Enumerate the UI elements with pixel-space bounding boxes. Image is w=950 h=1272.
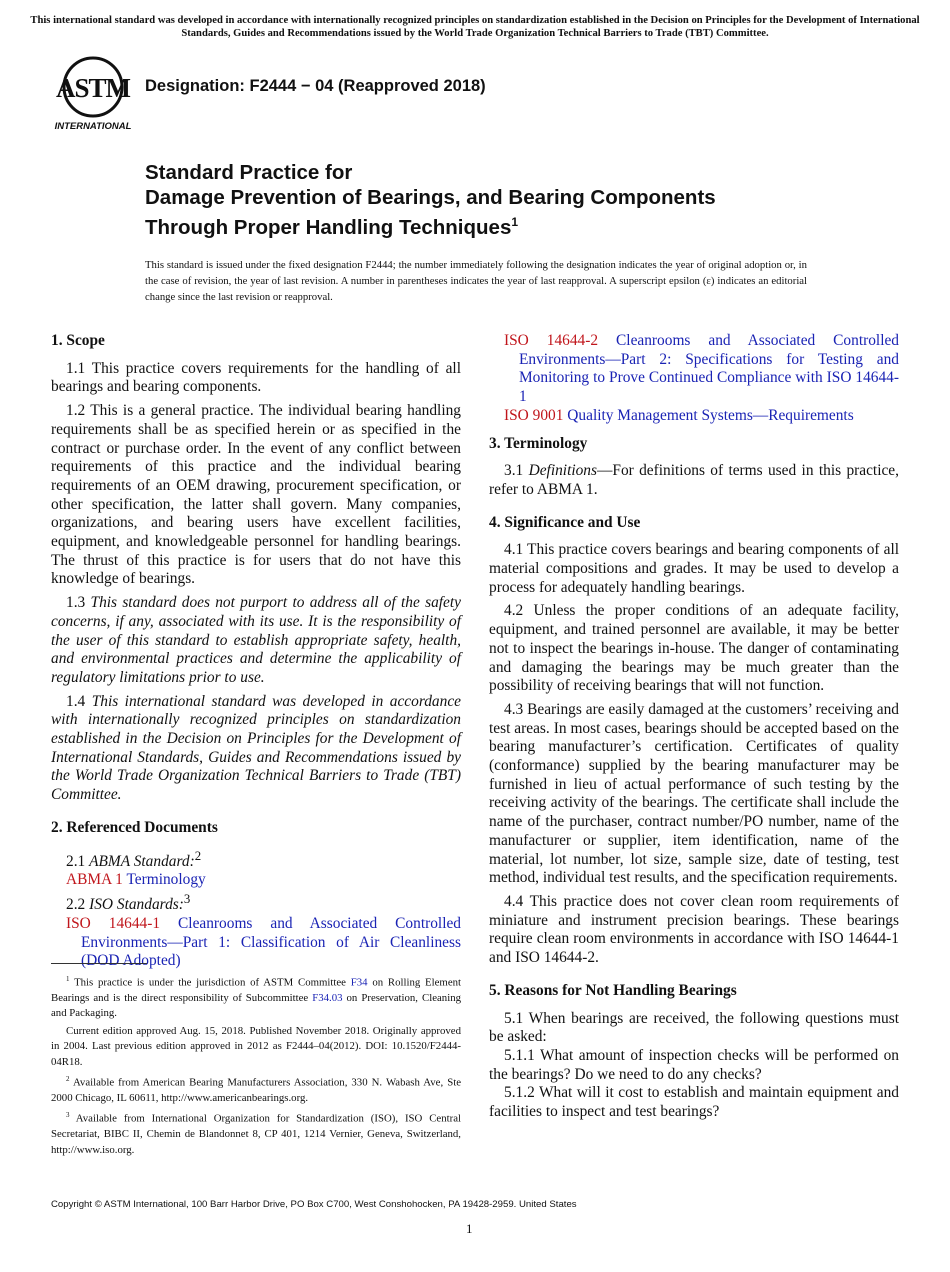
- para-4-3: 4.3 Bearings are easily damaged at the customers’ receiving and test areas. In most cases, bearings should be accepted based on the bearing manufacturer’s certification. Certificates of quality (conformance) supplied by the bearing manufacturer may be furnished in lieu of actual performance of such testing by the receiving activity of the bearings. The certificate shall include the name of the purchaser, contract number/PO number, name of the manufacturer or supplier, item identification, name of the material, lot number, lot size, sample size, date of testing, test method, individual test results, and the specification requirements.: [489, 700, 899, 887]
- title-line-2: Damage Prevention of Bearings, and Bearing Components: [145, 186, 716, 209]
- copyright-notice: Copyright © ASTM International, 100 Barr Harbor Drive, PO Box C700, West Conshohocken, PA 19428-2959. United States: [51, 1199, 577, 1210]
- para-4-1: 4.1 This practice covers bearings and bearing components of all material compositions and grades. It may be used to develop a process for adequately handling bearings.: [489, 541, 899, 596]
- iso-standards-heading: [51, 890, 461, 915]
- title-line-3-text: Through Proper Handling Techniques: [145, 215, 512, 239]
- footnote-3-mark: 3: [66, 1111, 70, 1120]
- ref-iso-14644-2[interactable]: [504, 332, 899, 407]
- footnotes: [51, 972, 461, 1160]
- footnote-rule: [51, 963, 147, 964]
- footnote-3: $^3$ Available from International Organization for Standardization (ISO), ISO Central Secretariat, BIBC II, Chemin de Blandonnet 8, CP 401, 1214 Vernier, Geneva, Switzerland, http://www.iso.org.: [51, 1111, 462, 1156]
- para-1-3: [51, 594, 461, 688]
- para-3-1: 3.1 Definitions—For definitions of terms used in this practice, refer to ABMA 1.: [489, 462, 899, 498]
- section-2-title: 2. Referenced Documents: [51, 818, 218, 836]
- title-line-3: [145, 210, 885, 240]
- ref-iso-9001[interactable]: [504, 407, 899, 426]
- iso-heading-text: ISO Standards:: [89, 896, 184, 914]
- subcommittee-f34-03-link[interactable]: F34.03: [312, 992, 343, 1004]
- abma-heading-num: 2.1: [66, 852, 86, 870]
- ref-iso-14644-2-code[interactable]: ISO 14644-2: [504, 332, 599, 349]
- para-1-2: 1.2 This is a general practice. The individual bearing handling requirements shall be as specified herein or as specified in the contract or purchase order. In the event of any conflict between requirements of this practice and the individual bearing requirements of an OEM drawing, procurement specification, or other specification, the latter shall govern. Many companies, organizations, and bearing users have excellent facilities, equipment, and knowledgeable personnel for handling bearings. The thrust of this practice is for users that do not have this knowledge of bearings.: [51, 402, 461, 588]
- section-1-title: 1. Scope: [51, 332, 105, 349]
- para-1-4-num: 1.4: [66, 692, 86, 710]
- para-1-4-text: This international standard was developed in accordance with internationally recognized principles on standardization established in the Decision on Principles for the Development of International Standards, Guides and Recommendations issued by the World Trade Organization Technical Barriers to Trade (TBT) Committee.: [51, 692, 461, 804]
- right-column: [489, 332, 899, 1122]
- ref-iso-9001-title[interactable]: Quality Management Systems—Requirements: [567, 406, 854, 424]
- abma-standard-heading: [51, 847, 461, 872]
- tbt-banner: This international standard was developed in accordance with internationally recognized principles on standardization established in the Decision on Principles for the Development of International Standards, Guides and Recommendations issued by the World Trade Organization Technical Barriers to Trade (TBT) Committee.: [30, 15, 920, 39]
- para-4-4: 4.4 This practice does not cover clean room requirements of miniature and instrument precision bearings. These bearings require clean room environments in accordance with ISO 14644-1 and ISO 14644-2.: [489, 892, 899, 967]
- title-footnote-mark: 1: [511, 215, 519, 229]
- para-5-1-2: 5.1.2 What will it cost to establish and maintain equipment and facilities to inspect and test bearings?: [489, 1084, 899, 1121]
- footnote-1-mark: 1: [66, 975, 70, 983]
- iso-heading-sup: 3: [183, 892, 191, 907]
- para-1-4: [51, 693, 461, 805]
- preamble: This standard is issued under the fixed designation F2444; the number immediately following the designation indicates the year of original adoption or, in the case of revision, the year of last revision. A number in parentheses indicates the year of last reapproval. A superscript epsilon (ε) indicates an editorial change since the last revision or reapproval.: [145, 259, 807, 303]
- footnote-2: $^2$ Available from American Bearing Manufacturers Association, 330 N. Wabash Ave, Ste 2000 Chicago, IL 60611, http://www.americanbearings.org.: [51, 1075, 461, 1105]
- ref-iso-14644-2-title[interactable]: Cleanrooms and Associated Controlled Environments—Part 2: Specifications for Testing and Monitoring to Prove Continued Compliance with ISO 14644-1: [519, 332, 900, 406]
- committee-f34-link[interactable]: F34: [350, 976, 368, 989]
- ref-abma-1[interactable]: [66, 871, 461, 890]
- edition-note: Current edition approved Aug. 15, 2018. Published November 2018. Originally approved in 2004. Last previous edition approved in 2012 as F2444–04(2012). DOI: 10.1520/F2444-04R18.: [51, 1024, 461, 1068]
- abma-heading-text: ABMA Standard:: [89, 852, 195, 870]
- astm-logo: [52, 56, 134, 132]
- designation: Designation: F2444 − 04 (Reapproved 2018): [145, 77, 486, 95]
- astm-logo-letters: ASTM: [55, 73, 131, 103]
- title-line-1: Standard Practice for: [145, 161, 353, 184]
- definitions-term: Definitions: [528, 462, 597, 480]
- astm-logo-subtitle: INTERNATIONAL: [54, 121, 132, 132]
- ref-abma-1-code[interactable]: ABMA 1: [66, 871, 123, 889]
- para-5-1: 5.1 When bearings are received, the following questions must be asked:: [489, 1009, 899, 1046]
- ref-iso-14644-1-code[interactable]: ISO 14644-1: [66, 914, 161, 932]
- para-5-1-1: 5.1.1 What amount of inspection checks will be performed on the bearings? Do we need to do any checks?: [489, 1046, 899, 1083]
- section-5-title: 5. Reasons for Not Handling Bearings: [489, 981, 737, 999]
- page-number: 1: [466, 1221, 473, 1236]
- left-column: [51, 332, 461, 971]
- para-1-1: 1.1 This practice covers requirements for the handling of all bearings and bearing components.: [51, 359, 461, 396]
- abma-heading-sup: 2: [194, 848, 202, 863]
- ref-abma-1-title[interactable]: Terminology: [126, 871, 206, 889]
- para-1-3-text: This standard does not purport to address all of the safety concerns, if any, associated with its use. It is the responsibility of the user of this standard to establish appropriate safety, health, and environmental practices and determine the applicability of regulatory limitations prior to use.: [51, 594, 461, 686]
- ref-iso-9001-code[interactable]: ISO 9001: [504, 406, 564, 424]
- section-3-title: 3. Terminology: [489, 434, 588, 452]
- ref-iso-14644-1-title[interactable]: Cleanrooms and Associated Controlled Environments—Part 1: Classification of Air Cleanliness (DOD Adopted): [81, 914, 462, 970]
- footnote-1: $^1$ This practice is under the jurisdiction of ASTM Committee F34 on Rolling Element Bearings and is the direct responsibility of Subcommittee F34.03 on Preservation, Cleaning and Packaging.: [51, 975, 462, 1020]
- para-1-3-num: 1.3: [66, 594, 86, 612]
- document-title: [145, 160, 885, 240]
- iso-heading-num: 2.2: [66, 896, 86, 914]
- section-4-title: 4. Significance and Use: [489, 513, 641, 531]
- para-4-2: 4.2 Unless the proper conditions of an adequate facility, equipment, and trained personnel are available, it may be better not to inspect the bearings in-house. The danger of contaminating and damaging the bearings may be much greater than the possibility of receiving bearings that will not function.: [489, 602, 899, 695]
- footnote-2-mark: 2: [66, 1075, 70, 1084]
